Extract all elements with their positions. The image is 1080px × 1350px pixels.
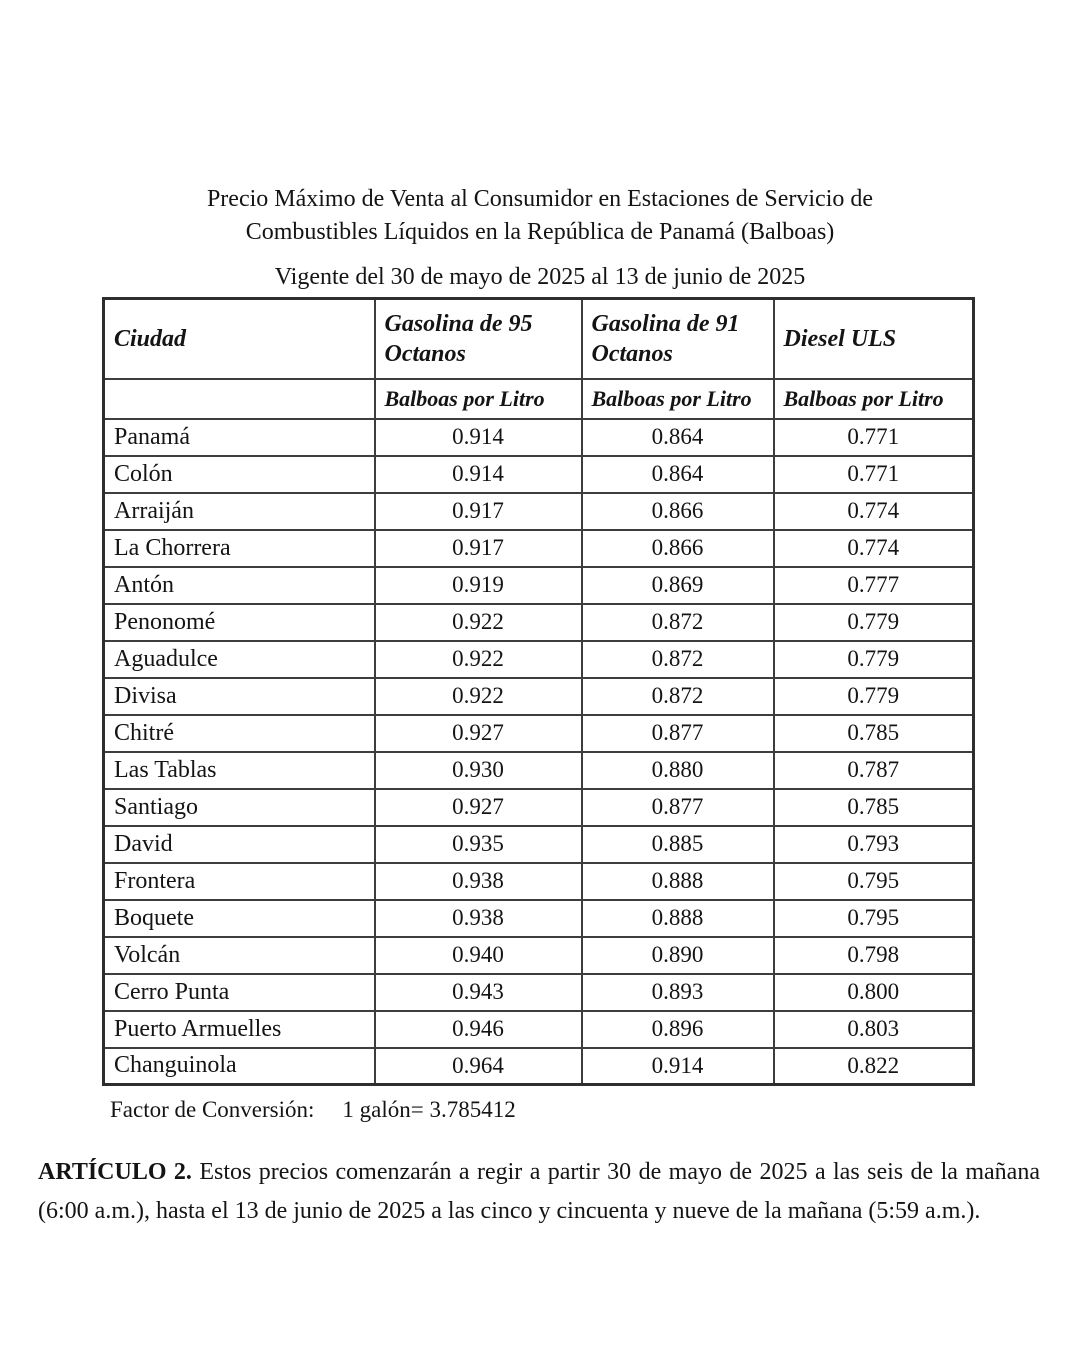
articulo-2-text: Estos precios comenzarán a regir a partir 30 de mayo de 2025 a las seis de la mañana (6:00 a.m.), hasta el 13 de junio de 2025 a las cinco y cincuenta y nueve de la mañana (5:59 a.m.). [38,1159,1040,1224]
price-cell: 0.872 [582,641,774,678]
fuel-price-table [102,297,975,1086]
unit-cell-diesel: Balboas por Litro [774,379,974,419]
price-cell: 0.864 [582,456,774,493]
price-cell: 0.771 [774,419,974,456]
table-row [104,567,974,604]
city-cell: David [104,826,375,863]
table-row [104,493,974,530]
price-cell: 0.917 [375,530,582,567]
price-cell: 0.869 [582,567,774,604]
price-cell: 0.919 [375,567,582,604]
city-cell: Panamá [104,419,375,456]
conversion-factor-value: 1 galón= 3.785412 [342,1097,516,1122]
price-cell: 0.946 [375,1011,582,1048]
price-cell: 0.930 [375,752,582,789]
price-cell: 0.914 [375,456,582,493]
price-cell: 0.803 [774,1011,974,1048]
price-cell: 0.938 [375,863,582,900]
table-row [104,974,974,1011]
table-row [104,863,974,900]
price-cell: 0.935 [375,826,582,863]
price-cell: 0.822 [774,1048,974,1085]
price-cell: 0.885 [582,826,774,863]
table-unit-row [104,379,974,419]
price-cell: 0.800 [774,974,974,1011]
city-cell: Colón [104,456,375,493]
city-cell: Boquete [104,900,375,937]
price-cell: 0.927 [375,789,582,826]
price-cell: 0.872 [582,604,774,641]
price-cell: 0.864 [582,419,774,456]
price-cell: 0.896 [582,1011,774,1048]
price-cell: 0.940 [375,937,582,974]
title-line-2: Combustibles Líquidos en la República de Panamá (Balboas) [245,219,835,245]
city-cell: Arraiján [104,493,375,530]
city-cell: Las Tablas [104,752,375,789]
price-cell: 0.779 [774,678,974,715]
table-row [104,826,974,863]
price-cell: 0.943 [375,974,582,1011]
price-cell: 0.893 [582,974,774,1011]
price-cell: 0.914 [375,419,582,456]
price-cell: 0.922 [375,678,582,715]
table-row [104,1048,974,1085]
table-row [104,641,974,678]
col-header-gasolina-95: Gasolina de 95 Octanos [375,299,582,379]
price-cell: 0.777 [774,567,974,604]
unit-cell-empty [104,379,375,419]
conversion-factor-line [110,1095,1080,1125]
city-cell: Puerto Armuelles [104,1011,375,1048]
col-header-diesel-uls: Diesel ULS [774,299,974,379]
price-cell: 0.922 [375,641,582,678]
articulo-2-label: ARTÍCULO 2. [38,1159,192,1185]
price-cell: 0.872 [582,678,774,715]
price-cell: 0.914 [582,1048,774,1085]
table-row [104,530,974,567]
price-cell: 0.866 [582,530,774,567]
city-cell: Frontera [104,863,375,900]
price-cell: 0.922 [375,604,582,641]
table-row [104,937,974,974]
city-cell: Divisa [104,678,375,715]
table-row [104,419,974,456]
price-cell: 0.785 [774,715,974,752]
table-row [104,678,974,715]
price-cell: 0.888 [582,863,774,900]
price-cell: 0.787 [774,752,974,789]
price-cell: 0.877 [582,789,774,826]
table-row [104,456,974,493]
articulo-2-paragraph [38,1153,1040,1231]
city-cell: Penonomé [104,604,375,641]
table-row [104,752,974,789]
city-cell: La Chorrera [104,530,375,567]
city-cell: Chitré [104,715,375,752]
price-cell: 0.927 [375,715,582,752]
unit-cell-g95: Balboas por Litro [375,379,582,419]
price-cell: 0.964 [375,1048,582,1085]
price-cell: 0.793 [774,826,974,863]
price-cell: 0.938 [375,900,582,937]
price-cell: 0.866 [582,493,774,530]
conversion-factor-label: Factor de Conversión: [110,1097,315,1122]
price-cell: 0.795 [774,863,974,900]
table-row [104,604,974,641]
col-header-ciudad: Ciudad [104,299,375,379]
price-cell: 0.917 [375,493,582,530]
price-cell: 0.877 [582,715,774,752]
price-cell: 0.890 [582,937,774,974]
city-cell: Aguadulce [104,641,375,678]
table-row [104,900,974,937]
table-row [104,715,974,752]
price-cell: 0.785 [774,789,974,826]
document-title [0,0,1080,249]
table-row [104,1011,974,1048]
table-header-row [104,299,974,379]
price-cell: 0.880 [582,752,774,789]
city-cell: Volcán [104,937,375,974]
price-cell: 0.774 [774,530,974,567]
col-header-gasolina-91: Gasolina de 91 Octanos [582,299,774,379]
table-row [104,789,974,826]
city-cell: Changuinola [104,1048,375,1085]
price-cell: 0.798 [774,937,974,974]
price-cell: 0.888 [582,900,774,937]
price-cell: 0.779 [774,604,974,641]
price-cell: 0.795 [774,900,974,937]
price-cell: 0.774 [774,493,974,530]
city-cell: Antón [104,567,375,604]
city-cell: Santiago [104,789,375,826]
validity-period: Vigente del 30 de mayo de 2025 al 13 de junio de 2025 [274,264,806,290]
unit-cell-g91: Balboas por Litro [582,379,774,419]
title-line-1: Precio Máximo de Venta al Consumidor en Estaciones de Servicio de [206,186,874,212]
city-cell: Cerro Punta [104,974,375,1011]
price-cell: 0.771 [774,456,974,493]
price-cell: 0.779 [774,641,974,678]
